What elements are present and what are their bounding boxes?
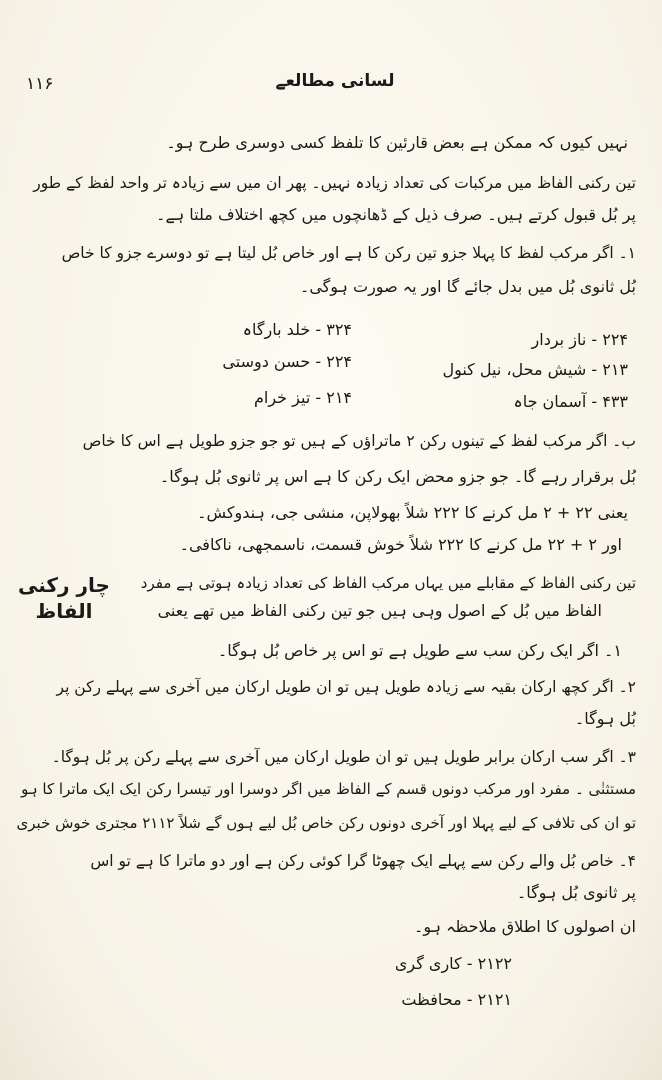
body-line: ۳۔ اگر سب ارکان برابر طویل ہیں تو ان طویل ارکان میں آخری سے پہلے رکن پر بُل ہوگا۔ [51, 748, 636, 766]
body-line: اور ۲ + ۲۲ مل کرنے کا ۲۲۲ شلاً خوش قسمت، ناسمجھی، ناکافی۔ [179, 535, 622, 554]
example-item: ۲۲۴ - حسن دوستی [222, 352, 352, 371]
body-line: نہیں کیوں کہ ممکن ہے بعض قارئین کا تلفظ کسی دوسری طرح ہو۔ [166, 133, 628, 152]
body-line: ۴۔ خاص بُل والے رکن سے پہلے ایک چھوٹا گرا کوئی رکن ہے اور دو ماترا کا ہے تو اس [90, 852, 636, 870]
body-line: ۱۔ اگر ایک رکن سب سے طویل ہے تو اس پر خاص بُل ہوگا۔ [217, 641, 622, 660]
body-line: ب۔ اگر مرکب لفظ کے تینوں رکن ۲ ماتراؤں کے ہیں تو جو جزو طویل ہے اس کا خاص [82, 432, 636, 450]
example-item: ۲۱۴ - تیز خرام [254, 388, 352, 407]
section-heading: چار رکنی الفاظ [18, 573, 110, 623]
example-item: ۲۱۲۲ - کاری گری [394, 954, 512, 973]
example-word: ناز بردار [531, 330, 587, 349]
example-word: حسن دوستی [222, 352, 311, 371]
example-word: آسمان جاہ [513, 392, 587, 411]
example-pattern: ۲۱۲۱ [477, 990, 512, 1009]
body-line: ۱۔ اگر مرکب لفظ کا پہلا جزو تین رکن کا ہے اور خاص بُل لیتا ہے تو دوسرے جزو کا خاص [61, 244, 636, 262]
example-word: محافظت [401, 990, 462, 1009]
example-pattern: ۲۱۴ [326, 388, 352, 407]
body-line: پر ثانوی بُل ہوگا۔ [516, 883, 636, 902]
example-item: ۳۲۴ - خلد بارگاہ [242, 320, 352, 339]
example-pattern: ۲۱۲۲ [477, 954, 512, 973]
body-line: ان اصولوں کا اطلاق ملاحظہ ہو۔ [414, 917, 636, 936]
example-pattern: ۲۲۴ [602, 330, 628, 349]
example-item: ۲۱۳ - شیش محل، نیل کنول [442, 360, 628, 379]
example-word: خلد بارگاہ [242, 320, 311, 339]
body-line: پر بُل قبول کرتے ہیں۔ صرف ذیل کے ڈھانچوں میں کچھ اختلاف ملتا ہے۔ [156, 205, 636, 224]
body-line: مستثنٰی ۔ مفرد اور مرکب دونوں قسم کے الفاظ میں اگر دوسرا اور تیسرا رکن ایک ایک ماترا کا ہو [21, 780, 636, 798]
body-line: الفاظ میں بُل کے اصول وہی ہیں جو تین رکنی الفاظ میں تھے یعنی [157, 601, 602, 620]
body-line: تین رکنی الفاظ کے مقابلے میں یہاں مرکب الفاظ کی تعداد زیادہ ہوتی ہے مفرد [140, 574, 636, 592]
body-line: بُل ثانوی بُل میں بدل جائے گا اور یہ صورت ہوگی۔ [299, 277, 636, 296]
example-word: کاری گری [394, 954, 462, 973]
page-number: ۱۱۶ [26, 74, 54, 94]
body-line: ۲۔ اگر کچھ ارکان بقیہ سے زیادہ طویل ہیں تو ان طویل ارکان میں آخری سے پہلے رکن پر [56, 678, 636, 696]
example-word: شیش محل، نیل کنول [442, 360, 587, 379]
body-line: یعنی ۲۲ + ۲ مل کرنے کا ۲۲۲ شلاً بھولاپن، منشی جی، ہندوکش۔ [197, 503, 628, 522]
example-item: ۴۳۳ - آسمان جاہ [513, 392, 628, 411]
body-line: تین رکنی الفاظ میں مرکبات کی تعداد زیادہ نہیں۔ پھر ان میں سے زیادہ تر واحد لفظ کے طور [33, 174, 636, 192]
example-word: تیز خرام [254, 388, 311, 407]
example-pattern: ۴۳۳ [602, 392, 628, 411]
example-item: ۲۱۲۱ - محافظت [401, 990, 512, 1009]
body-line: بُل ہوگا۔ [574, 709, 636, 728]
running-title: لسانی مطالعے [275, 71, 395, 91]
example-pattern: ۲۲۴ [326, 352, 352, 371]
example-pattern: ۲۱۳ [602, 360, 628, 379]
example-item: ۲۲۴ - ناز بردار [531, 330, 628, 349]
body-line: بُل برقرار رہے گا۔ جو جزو محض ایک رکن کا ہے اس پر ثانوی بُل ہوگا۔ [159, 467, 636, 486]
body-line: تو ان کی تلافی کے لیے پہلا اور آخری دونوں رکن خاص بُل لیے ہوں گے شلاً ۲۱۱۲ مجتری خوش خبری [16, 814, 636, 832]
example-pattern: ۳۲۴ [326, 320, 352, 339]
